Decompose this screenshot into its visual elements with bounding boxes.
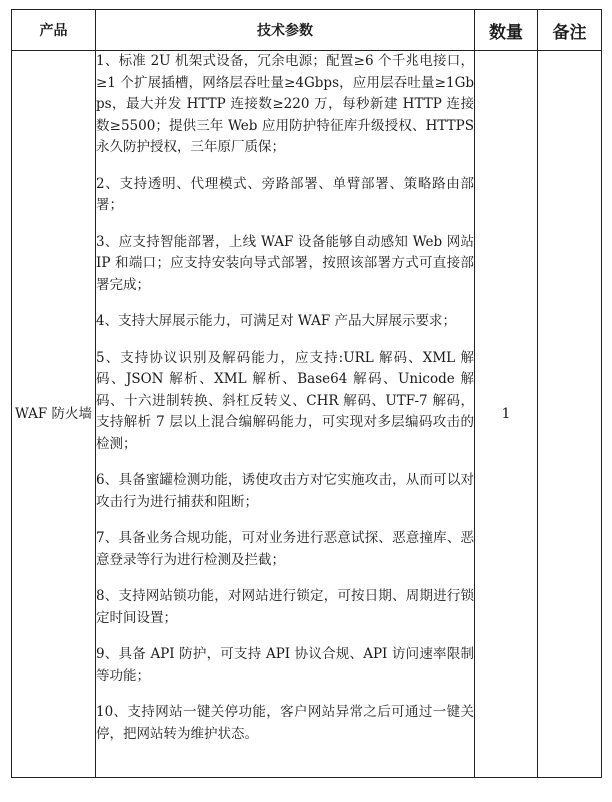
header-remark: 备注 <box>538 10 602 51</box>
table-header-row <box>12 10 602 51</box>
product-name-cell: WAF 防火墙 <box>12 51 96 778</box>
spec-item-1: 1、标准 2U 机架式设备，冗余电源；配置≥6 个千兆电接口，≥1 个扩展插槽，网络层吞吐量≥4Gbps，应用层吞吐量≥1Gbps，最大并发 HTTP 连接数≥220 万，每秒新建 HTTP 连接数≥5500；提供三年 Web 应用防护特征库升级授权、HTTPS 永久防护授权，三年原厂质保； <box>96 53 474 155</box>
spec-item-9: 9、具备 API 防护，可支持 API 协议合规、API 访问速率限制等功能； <box>96 646 474 684</box>
header-quantity: 数量 <box>475 10 538 51</box>
product-spec-table <box>11 9 602 778</box>
quantity-cell: 1 <box>475 51 538 778</box>
table-row <box>12 51 602 778</box>
spec-item-3: 3、应支持智能部署，上线 WAF 设备能够自动感知 Web 网站 IP 和端口；应支持安装向导式部署，按照该部署方式可直接部署完成； <box>96 233 474 293</box>
spec-item-8: 8、支持网站锁功能，对网站进行锁定，可按日期、周期进行锁定时间设置； <box>96 588 474 626</box>
spec-item-2: 2、支持透明、代理模式、旁路部署、单臂部署、策略路由部署； <box>96 175 474 213</box>
header-spec: 技术参数 <box>96 10 475 51</box>
spec-item-6: 6、具备蜜罐检测功能，诱使攻击方对它实施攻击，从而可以对攻击行为进行捕获和阻断； <box>96 472 474 510</box>
remark-cell <box>538 51 602 778</box>
spec-item-10: 10、支持网站一键关停功能，客户网站异常之后可通过一键关停，把网站转为维护状态。 <box>96 704 474 742</box>
header-product: 产品 <box>12 10 96 51</box>
spec-cell <box>96 51 475 778</box>
spec-item-5: 5、支持协议识别及解码能力，应支持:URL 解码、XML 解码、JSON 解析、XML 解析、Base64 解码、Unicode 解码、十六进制转换、斜杠反转义、CHR 解码、UTF-7 解码，支持解析 7 层以上混合编解码能力，可实现对多层编码攻击的检测； <box>96 349 474 452</box>
spec-item-4: 4、支持大屏展示能力，可满足对 WAF 产品大屏展示要求； <box>96 313 456 329</box>
spec-item-7: 7、具备业务合规功能，可对业务进行恶意试探、恶意撞库、恶意登录等行为进行检测及拦截； <box>96 530 474 568</box>
